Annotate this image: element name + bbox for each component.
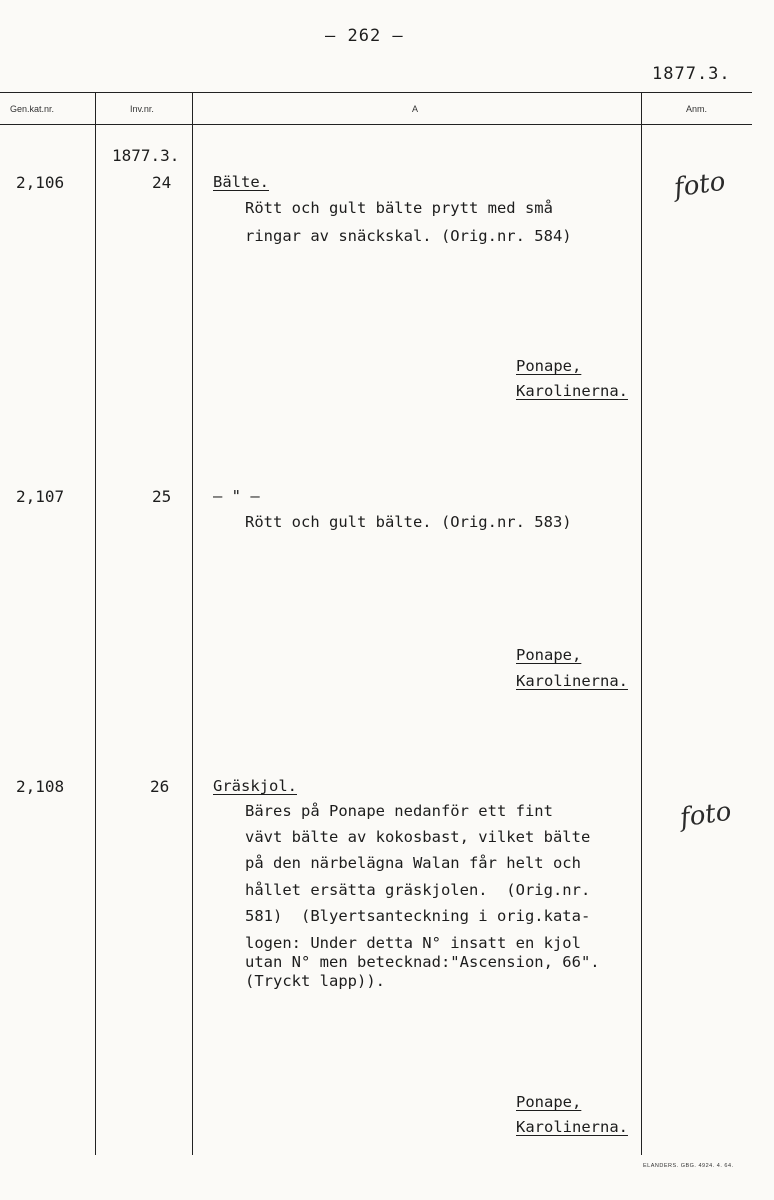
foto-annotation: foto (678, 796, 734, 834)
column-header-anm: Anm. (686, 104, 708, 114)
entry-description-line: Rött och gult bälte. (Orig.nr. 583) (245, 513, 572, 531)
column-divider-3 (641, 92, 642, 1155)
entry-place-line: Karolinerna. (516, 382, 628, 400)
entry-description-line: (Tryckt lapp)). (245, 972, 385, 990)
ledger-reference: 1877.3. (652, 64, 731, 84)
entry-place-line: Ponape, (516, 1093, 582, 1111)
column-header-a: A (412, 104, 419, 114)
entry-description-line: ringar av snäckskal. (Orig.nr. 584) (245, 227, 572, 245)
column-header-gen-kat-nr: Gen.kat.nr. (10, 104, 55, 114)
entry-place-line: Ponape, (516, 646, 582, 664)
page-number: – 262 – (325, 26, 404, 46)
entry-description-line: 581) (Blyertsanteckning i orig.kata- (245, 907, 591, 925)
entry-place-line: Karolinerna. (516, 1118, 628, 1136)
header-top-rule (0, 92, 752, 93)
entry-description-line: utan N° men betecknad:"Ascension, 66". (245, 953, 600, 971)
entry-gen-kat-nr: 2,107 (16, 487, 65, 506)
entry-description-line: logen: Under detta N° insatt en kjol (245, 934, 581, 952)
entry-title: Gräskjol. (213, 777, 297, 795)
entry-description-line: Rött och gult bälte prytt med små (245, 199, 553, 217)
entry-place-line: Karolinerna. (516, 672, 628, 690)
entry-description-line: vävt bälte av kokosbast, vilket bälte (245, 828, 591, 846)
accession-number: 1877.3. (112, 146, 180, 165)
column-divider-1 (95, 92, 96, 1155)
entry-description-line: på den närbelägna Walan får helt och (245, 854, 581, 872)
foto-annotation: foto (672, 166, 728, 204)
entry-description-line: Bäres på Ponape nedanför ett fint (245, 802, 553, 820)
entry-title: Bälte. (213, 173, 269, 191)
printer-imprint: ELANDERS. GBG. 4924. 4. 64. (643, 1163, 734, 1169)
column-divider-2 (192, 92, 193, 1155)
entry-place-line: Ponape, (516, 357, 582, 375)
entry-inv-nr: 24 (152, 173, 172, 192)
entry-inv-nr: 26 (150, 777, 170, 796)
entry-gen-kat-nr: 2,108 (16, 777, 65, 796)
column-header-inv-nr: Inv.nr. (130, 104, 154, 114)
entry-gen-kat-nr: 2,106 (16, 173, 65, 192)
entry-description-line: hållet ersätta gräskjolen. (Orig.nr. (245, 881, 591, 899)
header-bottom-rule (0, 124, 752, 125)
entry-inv-nr: 25 (152, 487, 172, 506)
entry-title: – " – (213, 487, 260, 505)
